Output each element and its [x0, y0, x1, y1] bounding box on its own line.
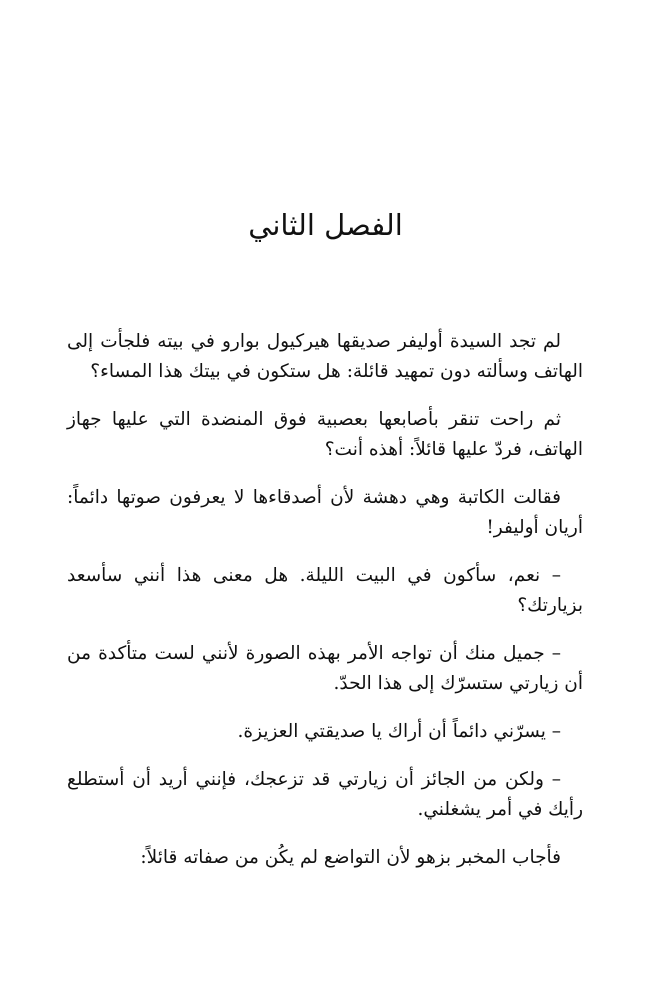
chapter-title: الفصل الثاني — [248, 208, 403, 242]
paragraph: فأجاب المخبر بزهو لأن التواضع لم يكُن من صفاته قائلاً: — [140, 847, 561, 868]
paragraph: ثم راحت تنقر بأصابعها بعصبية فوق المنضدة التي عليها جهاز الهاتف، فردّ عليها قائلاً: أهذه أنت؟ — [67, 409, 583, 460]
paragraph: فقالت الكاتبة وهي دهشة لأن أصدقاءها لا يعرفون صوتها دائماً: أريان أوليفر! — [67, 487, 583, 538]
paragraph: – ولكن من الجائز أن زيارتي قد تزعجك، فإنني أريد أن أستطلع رأيك في أمر يشغلني. — [67, 769, 583, 820]
paragraph: – نعم، سأكون في البيت الليلة. هل معنى هذا أنني سأسعد بزيارتك؟ — [67, 565, 583, 616]
paragraph: – يسرّني دائماً أن أراك يا صديقتي العزيزة. — [237, 721, 561, 742]
paragraph: – جميل منك أن تواجه الأمر بهذه الصورة لأنني لست متأكدة من أن زيارتي ستسرّك إلى هذا الحدّ. — [67, 643, 583, 694]
chapter-body — [67, 327, 583, 891]
paragraph: لم تجد السيدة أوليفر صديقها هيركيول بوارو في بيته فلجأت إلى الهاتف وسألته دون تمهيد قائلة: هل ستكون في بيتك هذا المساء؟ — [67, 331, 583, 382]
